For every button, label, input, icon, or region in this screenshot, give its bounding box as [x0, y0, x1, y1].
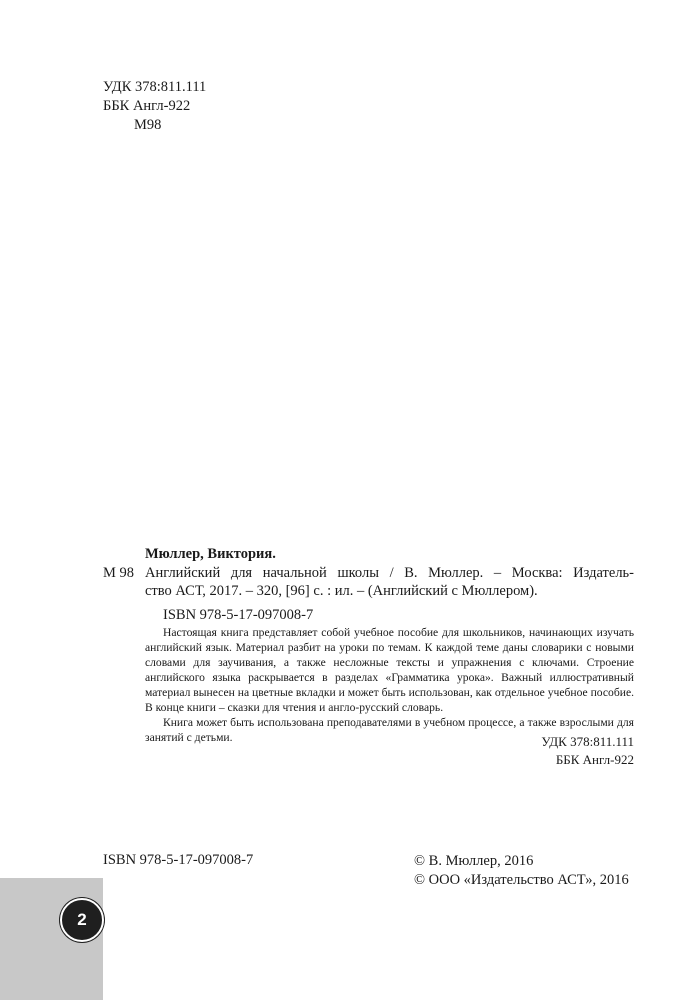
copyright-author: © В. Мюллер, 2016: [414, 853, 534, 869]
bbk-code: ББК Англ-922: [103, 98, 191, 114]
copyright-publisher: © ООО «Издательство АСТ», 2016: [414, 872, 629, 888]
udk-code: УДК 378:811.111: [103, 79, 207, 95]
entry-bbk: ББК Англ-922: [555, 752, 634, 767]
author-mark: М98: [134, 117, 162, 133]
bibliographic-description: [145, 564, 634, 600]
copyright-block: [414, 852, 629, 890]
bib-line-2: ство АСТ, 2017. – 320, [96] с. : ил. – (Английский с Мюллером).: [145, 583, 538, 599]
bib-line-1: Английский для начальной школы / В. Мюллер. – Москва: Издатель-: [145, 565, 634, 581]
author-heading: Мюллер, Виктория.: [145, 546, 276, 562]
page-number-badge: 2: [60, 898, 104, 942]
annotation-paragraph-1: Настоящая книга представляет собой учебное пособие для школьников, начинающих изучать английский язык. Материал разбит на уроки по темам. К каждой теме даны словарики с новыми словами для заучивания, а также несложные тексты и упражнения с ключами. Строение английского языка раскрывается в разделах «Грамматика урока». Важный иллюстративный материал вынесен на цветные вкладки и может быть использован, как отдельное учебное пособие. В конце книги – сказки для чтения и англо-русский словарь.: [145, 626, 634, 714]
isbn-entry: ISBN 978-5-17-097008-7: [163, 607, 314, 623]
entry-udk: УДК 378:811.111: [541, 734, 634, 749]
entry-classification-codes: [541, 733, 634, 769]
annotation-paragraph-2: Книга может быть использована преподавателями в учебном процессе, а также взрослыми для занятий с детьми.: [145, 716, 634, 744]
footer-isbn: ISBN 978-5-17-097008-7: [103, 852, 254, 868]
author-mark-inline: М 98: [103, 565, 135, 581]
annotation: [145, 625, 634, 745]
top-classification-codes: [103, 78, 206, 135]
